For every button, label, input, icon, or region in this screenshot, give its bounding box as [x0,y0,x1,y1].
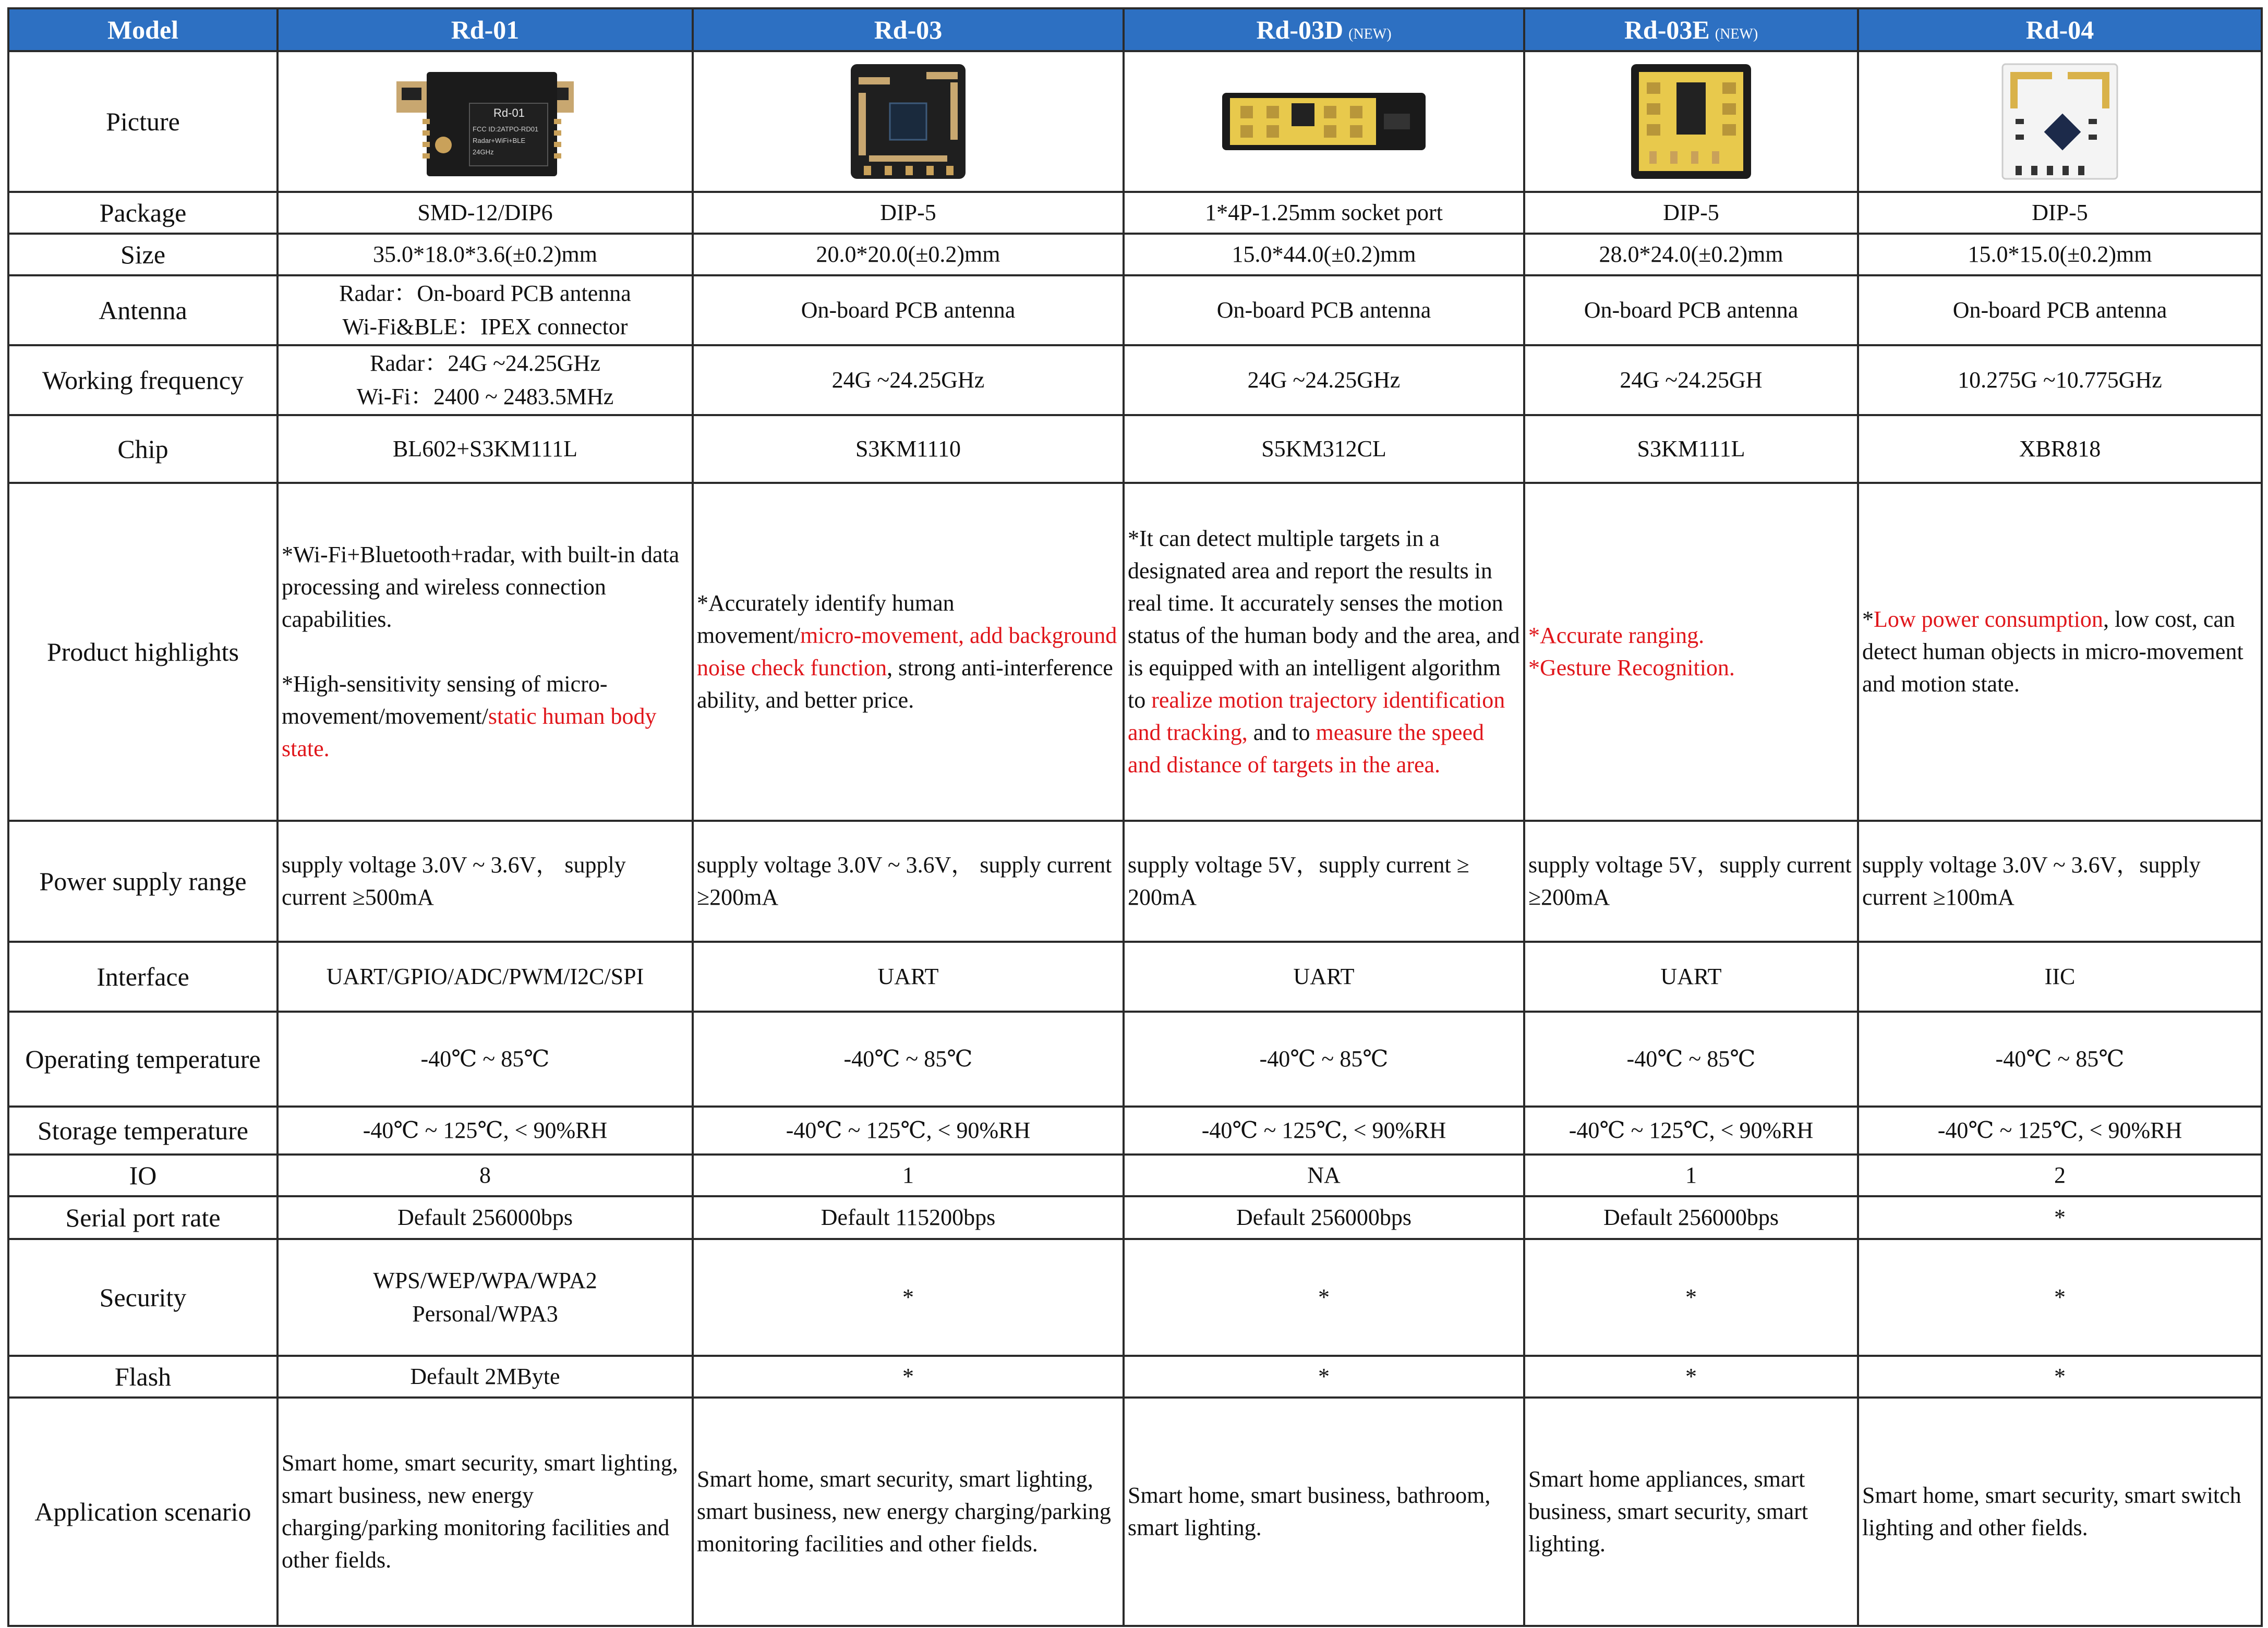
picture-rd03e [1524,51,1858,192]
cell: 1 [1524,1155,1858,1196]
picture-rd03d [1124,51,1524,192]
rd01-print-name: Rd-01 [493,106,525,119]
cell: Default 115200bps [693,1196,1124,1239]
rd01-print-freq: 24GHz [473,148,494,156]
row-picture [8,51,2262,192]
picture-rd01 [278,51,693,192]
cell: 1 [693,1155,1124,1196]
cell: * [1124,1239,1524,1356]
highlight-emphasis: realize motion trajectory identification and tracking, [1128,687,1505,745]
cell: -40℃ ~ 125℃, < 90%RH [1858,1107,2262,1155]
row-label: Working frequency [8,345,278,415]
cell: NA [1124,1155,1524,1196]
highlight-emphasis: *Gesture Recognition. [1528,655,1735,681]
header-row [8,8,2262,51]
cell: UART [1524,942,1858,1012]
cell: 24G ~24.25GHz [1124,345,1524,415]
row-label: Interface [8,942,278,1012]
cell: 2 [1858,1155,2262,1196]
header-model: Model [8,8,278,51]
picture-rd03 [693,51,1124,192]
cell: -40℃ ~ 125℃, < 90%RH [693,1107,1124,1155]
security-line: Personal/WPA3 [412,1301,558,1327]
cell: 28.0*24.0(±0.2)mm [1524,234,1858,275]
cell: * [1858,1356,2262,1398]
header-rd03: Rd-03 [693,8,1124,51]
module-comparison-table [7,7,2263,1627]
cell: -40℃ ~ 85℃ [1124,1012,1524,1107]
header-rd03e: Rd-03E (NEW) [1524,8,1858,51]
cell [278,275,693,345]
cell: Default 256000bps [1524,1196,1858,1239]
cell: * [1524,1356,1858,1398]
row-label: Size [8,234,278,275]
row-label: Security [8,1239,278,1356]
cell [278,345,693,415]
cell: 1*4P-1.25mm socket port [1124,192,1524,234]
row-label: Application scenario [8,1398,278,1626]
frequency-radar: Radar：24G ~24.25GHz [370,350,600,376]
cell: supply voltage 3.0V ~ 3.6V， supply current ≥200mA [693,821,1124,942]
cell: S5KM312CL [1124,415,1524,483]
cell: Default 256000bps [278,1196,693,1239]
header-rd04: Rd-04 [1858,8,2262,51]
rd03d-module-image [1220,82,1428,161]
cell: -40℃ ~ 85℃ [1858,1012,2262,1107]
row-power [8,821,2262,942]
row-highlights [8,483,2262,821]
rd03e-module-image [1628,62,1754,181]
rd01-print-radar: Radar+WiFi+BLE [473,137,526,144]
cell: UART [693,942,1124,1012]
row-serial [8,1196,2262,1239]
rd01-module-image [396,62,574,181]
cell: * [1524,1239,1858,1356]
security-line: WPS/WEP/WPA/WPA2 [373,1268,597,1293]
cell: 24G ~24.25GHz [693,345,1124,415]
new-tag: (NEW) [1348,26,1392,42]
cell: 35.0*18.0*3.6(±0.2)mm [278,234,693,275]
picture-rd04 [1858,51,2262,192]
cell: Smart home, smart security, smart lighting, smart business, new energy charging/parking monitoring facilities and other fields. [278,1398,693,1626]
row-label: Package [8,192,278,234]
highlight-emphasis: Low power consumption [1874,606,2103,632]
highlight-emphasis: measure the speed and distance of targets in the area. [1128,720,1484,777]
row-flash [8,1356,2262,1398]
cell: Default 256000bps [1124,1196,1524,1239]
row-label: Picture [8,51,278,192]
new-tag: (NEW) [1715,26,1758,42]
cell: 10.275G ~10.775GHz [1858,345,2262,415]
cell: 8 [278,1155,693,1196]
cell: * [1858,1196,2262,1239]
row-antenna [8,275,2262,345]
row-label: Antenna [8,275,278,345]
cell: 20.0*20.0(±0.2)mm [693,234,1124,275]
cell: UART/GPIO/ADC/PWM/I2C/SPI [278,942,693,1012]
cell: -40℃ ~ 85℃ [693,1012,1124,1107]
cell [278,1239,693,1356]
cell: * [693,1356,1124,1398]
cell: Smart home appliances, smart business, smart security, smart lighting. [1524,1398,1858,1626]
row-application [8,1398,2262,1626]
header-rd03d: Rd-03D (NEW) [1124,8,1524,51]
cell: * [1124,1356,1524,1398]
cell: 24G ~24.25GH [1524,345,1858,415]
cell: -40℃ ~ 125℃, < 90%RH [1124,1107,1524,1155]
cell: On-board PCB antenna [693,275,1124,345]
row-frequency [8,345,2262,415]
row-security [8,1239,2262,1356]
row-label: Serial port rate [8,1196,278,1239]
row-interface [8,942,2262,1012]
highlight-rd03e [1524,483,1858,821]
rd04-module-image [2000,62,2120,181]
highlight-rd01 [278,483,693,821]
highlight-rd04: *Low power consumption, low cost, can detect human objects in micro-movement and motion state. [1858,483,2262,821]
cell: On-board PCB antenna [1858,275,2262,345]
row-operating-temperature [8,1012,2262,1107]
frequency-wifi: Wi-Fi：2400 ~ 2483.5MHz [356,384,614,409]
cell: DIP-5 [1524,192,1858,234]
row-io [8,1155,2262,1196]
row-label: Storage temperature [8,1107,278,1155]
row-label: Flash [8,1356,278,1398]
highlight-rd03: *Accurately identify human movement/micro-movement, add background noise check function, strong anti-interference ability, and better price. [693,483,1124,821]
row-label: Product highlights [8,483,278,821]
highlight-emphasis: *Accurate ranging. [1528,623,1705,648]
row-label: Operating temperature [8,1012,278,1107]
row-label: Power supply range [8,821,278,942]
cell: On-board PCB antenna [1524,275,1858,345]
antenna-wifi: Wi-Fi&BLE：IPEX connector [342,314,628,339]
cell: Smart home, smart business, bathroom, smart lighting. [1124,1398,1524,1626]
highlight-text: *Wi-Fi+Bluetooth+radar, with built-in data processing and wireless connection capabilities. [282,542,680,632]
cell: * [693,1239,1124,1356]
cell: DIP-5 [1858,192,2262,234]
cell: supply voltage 5V，supply current ≥200mA [1524,821,1858,942]
cell: IIC [1858,942,2262,1012]
cell: XBR818 [1858,415,2262,483]
cell: supply voltage 3.0V ~ 3.6V，supply current ≥100mA [1858,821,2262,942]
cell: UART [1124,942,1524,1012]
cell: S3KM1110 [693,415,1124,483]
cell: Smart home, smart security, smart switch lighting and other fields. [1858,1398,2262,1626]
row-storage-temperature [8,1107,2262,1155]
antenna-radar: Radar：On-board PCB antenna [339,281,631,306]
cell: BL602+S3KM111L [278,415,693,483]
cell: Smart home, smart security, smart lighting, smart business, new energy charging/parking monitoring facilities and other fields. [693,1398,1124,1626]
row-label: IO [8,1155,278,1196]
highlight-rd03d: *It can detect multiple targets in a designated area and report the results in real time. It accurately senses the motion status of the human body and the area, and is equipped with an intelligent algorithm to realize motion trajectory identification and tracking, and to measure the speed and distance of targets in the area. [1124,483,1524,821]
cell: supply voltage 3.0V ~ 3.6V， supply current ≥500mA [278,821,693,942]
highlight-emphasis: static human body state. [282,703,657,761]
cell: * [1858,1239,2262,1356]
rd01-print-fcc: FCC ID:2ATPO-RD01 [473,125,539,133]
cell: Default 2MByte [278,1356,693,1398]
cell: On-board PCB antenna [1124,275,1524,345]
cell: -40℃ ~ 85℃ [1524,1012,1858,1107]
rd03-module-image [848,62,968,181]
header-rd01: Rd-01 [278,8,693,51]
highlight-emphasis: micro-movement, add background noise check function [697,623,1117,681]
cell: -40℃ ~ 125℃, < 90%RH [1524,1107,1858,1155]
row-chip [8,415,2262,483]
cell: S3KM111L [1524,415,1858,483]
cell: SMD-12/DIP6 [278,192,693,234]
cell: DIP-5 [693,192,1124,234]
cell: 15.0*15.0(±0.2)mm [1858,234,2262,275]
cell: -40℃ ~ 85℃ [278,1012,693,1107]
row-size [8,234,2262,275]
highlight-text: *High-sensitivity sensing of micro-movement/movement/static human body state. [282,671,657,761]
row-label: Chip [8,415,278,483]
cell: supply voltage 5V，supply current ≥ 200mA [1124,821,1524,942]
row-package [8,192,2262,234]
cell: 15.0*44.0(±0.2)mm [1124,234,1524,275]
cell: -40℃ ~ 125℃, < 90%RH [278,1107,693,1155]
